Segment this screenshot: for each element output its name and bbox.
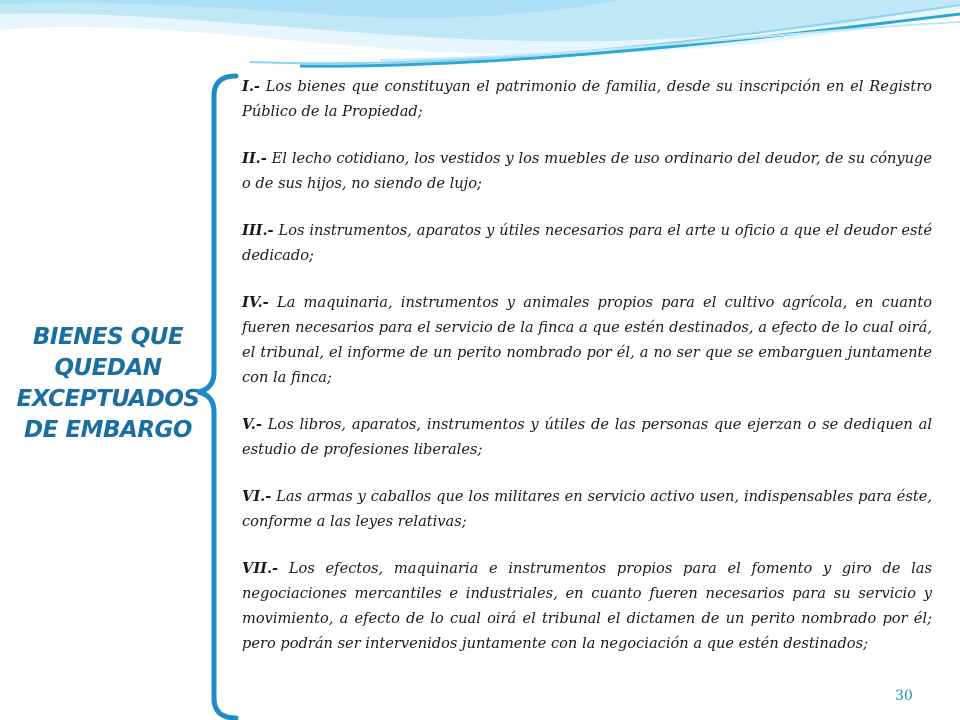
page-number: 30 — [895, 688, 913, 704]
item-number: I.- — [242, 78, 260, 95]
list-item — [242, 146, 932, 196]
title-line-1: BIENES QUE — [32, 324, 184, 350]
title-line-4: DE EMBARGO — [24, 417, 192, 443]
list-item — [242, 412, 932, 462]
item-number: II.- — [242, 150, 267, 167]
item-number: VII.- — [242, 560, 279, 577]
title-line-2: QUEDAN — [54, 355, 162, 381]
section-title — [8, 322, 208, 446]
list-item — [242, 484, 932, 534]
item-number: VI.- — [242, 488, 272, 505]
title-line-3: EXCEPTUADOS — [16, 386, 200, 412]
item-text: Los efectos, maquinaria e instrumentos propios para el fomento y giro de las negociaciones mercantiles e industriales, en cuanto fueren necesarios para su servicio y movimiento, a efecto de lo cual oirá el tribunal el dictamen de un perito nombrado por él; pero podrán ser intervenidos juntamente con la negociación a que estén destinados; — [242, 560, 932, 652]
item-text: El lecho cotidiano, los vestidos y los muebles de uso ordinario del deudor, de su cónyuge o de sus hijos, no siendo de lujo; — [242, 150, 932, 192]
item-text: Los libros, aparatos, instrumentos y útiles de las personas que ejerzan o se dediquen al estudio de profesiones liberales; — [242, 416, 932, 458]
list-item — [242, 218, 932, 268]
item-text: Las armas y caballos que los militares en servicio activo usen, indispensables para éste, conforme a las leyes relativas; — [242, 488, 932, 530]
exemption-list — [242, 74, 932, 678]
item-number: V.- — [242, 416, 262, 433]
item-text: Los bienes que constituyan el patrimonio de familia, desde su inscripción en el Registro Público de la Propiedad; — [242, 78, 932, 120]
curly-brace-decoration — [196, 72, 244, 720]
item-number: IV.- — [242, 294, 269, 311]
list-item — [242, 556, 932, 656]
item-text: Los instrumentos, aparatos y útiles necesarios para el arte u oficio a que el deudor esté dedicado; — [242, 222, 932, 264]
list-item — [242, 290, 932, 390]
list-item — [242, 74, 932, 124]
item-text: La maquinaria, instrumentos y animales propios para el cultivo agrícola, en cuanto fueren necesarios para el servicio de la finca a que estén destinados, a efecto de lo cual oirá, el tribunal, el informe de un perito nombrado por él, a no ser que se embarguen juntamente con la finca; — [242, 294, 932, 386]
item-number: III.- — [242, 222, 274, 239]
